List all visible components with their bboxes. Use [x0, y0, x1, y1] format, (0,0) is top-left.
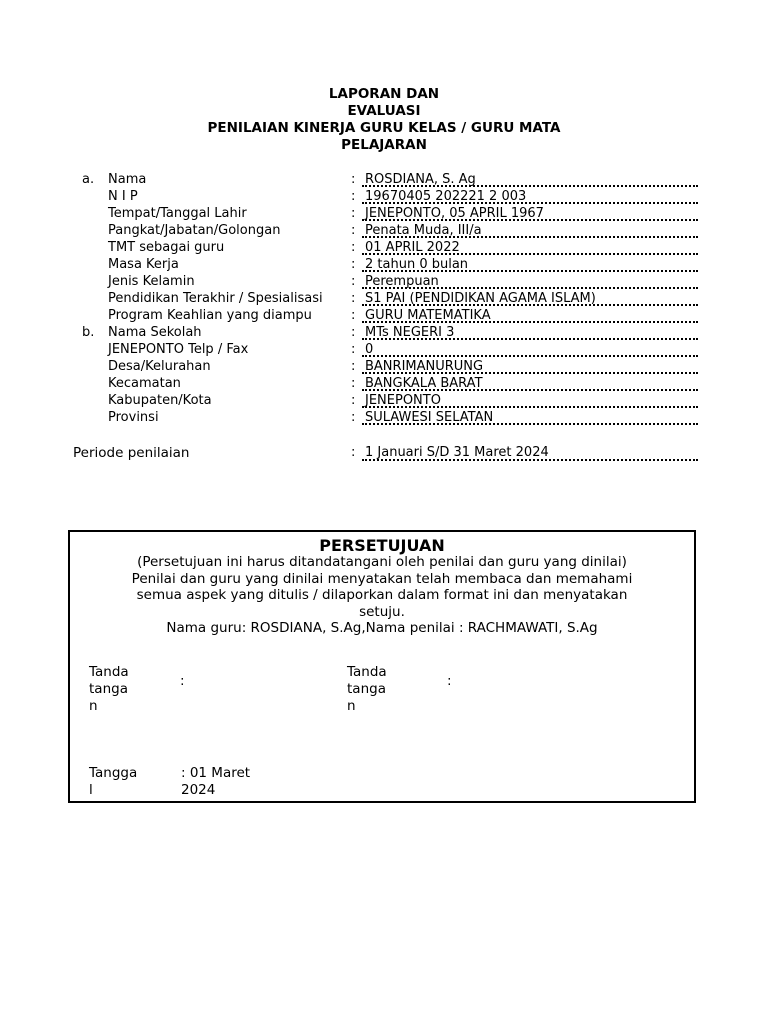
report-title [0, 86, 768, 154]
field-value: JENEPONTO, 05 APRIL 1967 [362, 205, 698, 221]
field-value: 2 tahun 0 bulan [362, 256, 698, 272]
field-label: Provinsi [108, 410, 159, 425]
periode-value: 1 Januari S/D 31 Maret 2024 [362, 444, 698, 461]
field-label: JENEPONTO Telp / Fax [108, 342, 249, 357]
field-label: Pangkat/Jabatan/Golongan [108, 223, 281, 238]
field-colon: : [351, 172, 356, 187]
field-colon: : [351, 376, 356, 391]
field-value: GURU MATEMATIKA [362, 307, 698, 323]
field-label: Kecamatan [108, 376, 181, 391]
field-value: BANGKALA BARAT [362, 375, 698, 391]
field-colon: : [351, 342, 356, 357]
field-label: Kabupaten/Kota [108, 393, 212, 408]
field-colon: : [351, 325, 356, 340]
field-row [0, 222, 768, 239]
field-row [0, 341, 768, 358]
field-colon: : [351, 410, 356, 425]
field-row [0, 290, 768, 307]
field-colon: : [351, 393, 356, 408]
field-label: Masa Kerja [108, 257, 179, 272]
field-colon: : [351, 223, 356, 238]
field-row [0, 358, 768, 375]
field-row [0, 392, 768, 409]
field-label: Tempat/Tanggal Lahir [108, 206, 247, 221]
signature-label-guru: Tanda tanga n [89, 664, 129, 714]
field-row [0, 205, 768, 222]
names-line: Nama guru: ROSDIANA, S.Ag,Nama penilai : RACHMAWATI, S.Ag [166, 620, 598, 636]
title-line-3: PENILAIAN KINERJA GURU KELAS / GURU MATA [207, 120, 561, 136]
field-colon: : [351, 206, 356, 221]
field-row [0, 375, 768, 392]
persetujuan-box [68, 530, 696, 803]
field-row [0, 256, 768, 273]
field-letter: a. [82, 172, 95, 187]
field-colon: : [351, 240, 356, 255]
periode-row [0, 444, 768, 462]
persetujuan-line-3: semua aspek yang ditulis / dilaporkan dalam format ini dan menyatakan [136, 587, 628, 603]
field-label: N I P [108, 189, 138, 204]
field-value: Perempuan [362, 273, 698, 289]
field-value: ROSDIANA, S. Ag [362, 171, 698, 187]
field-row [0, 188, 768, 205]
persetujuan-text [70, 554, 694, 637]
field-colon: : [351, 359, 356, 374]
field-label: Pendidikan Terakhir / Spesialisasi [108, 291, 323, 306]
signature-label-penilai: Tanda tanga n [347, 664, 387, 714]
signature-colon-guru: : [180, 673, 185, 689]
field-value: MTs NEGERI 3 [362, 324, 698, 340]
tanggal-label: Tangga l [89, 765, 138, 798]
field-value: Penata Muda, III/a [362, 222, 698, 238]
field-colon: : [351, 308, 356, 323]
field-label: Program Keahlian yang diampu [108, 308, 312, 323]
field-label: Nama Sekolah [108, 325, 202, 340]
tanggal-value: : 01 Maret 2024 [181, 765, 251, 798]
signature-colon-penilai: : [447, 673, 452, 689]
field-row [0, 273, 768, 290]
field-colon: : [351, 257, 356, 272]
title-line-2: EVALUASI [347, 103, 421, 119]
persetujuan-heading: PERSETUJUAN [319, 536, 445, 555]
title-line-4: PELAJARAN [341, 137, 427, 153]
field-value: 0 [362, 341, 698, 357]
field-label: Desa/Kelurahan [108, 359, 211, 374]
field-row [0, 324, 768, 341]
field-row [0, 239, 768, 256]
field-value: 19670405 202221 2 003 [362, 188, 698, 204]
field-row [0, 307, 768, 324]
field-value: 01 APRIL 2022 [362, 239, 698, 255]
persetujuan-line-4: setuju. [359, 603, 405, 620]
field-value: SULAWESI SELATAN [362, 409, 698, 425]
field-colon: : [351, 274, 356, 289]
field-value: JENEPONTO [362, 392, 698, 408]
field-row [0, 171, 768, 188]
field-label: TMT sebagai guru [108, 240, 225, 255]
title-line-1: LAPORAN DAN [328, 86, 440, 102]
field-colon: : [351, 291, 356, 306]
field-label: Nama [108, 172, 147, 187]
field-row [0, 409, 768, 426]
field-letter: b. [82, 325, 95, 340]
field-colon: : [351, 189, 356, 204]
periode-label: Periode penilaian [73, 445, 190, 461]
field-label: Jenis Kelamin [108, 274, 195, 289]
periode-colon: : [351, 445, 356, 460]
persetujuan-line-1: (Persetujuan ini harus ditandatangani oleh penilai dan guru yang dinilai) [137, 554, 627, 570]
persetujuan-line-2: Penilai dan guru yang dinilai menyatakan telah membaca dan memahami [131, 570, 633, 587]
field-value: BANRIMANURUNG [362, 358, 698, 374]
field-value: S1 PAI (PENDIDIKAN AGAMA ISLAM) [362, 290, 698, 306]
